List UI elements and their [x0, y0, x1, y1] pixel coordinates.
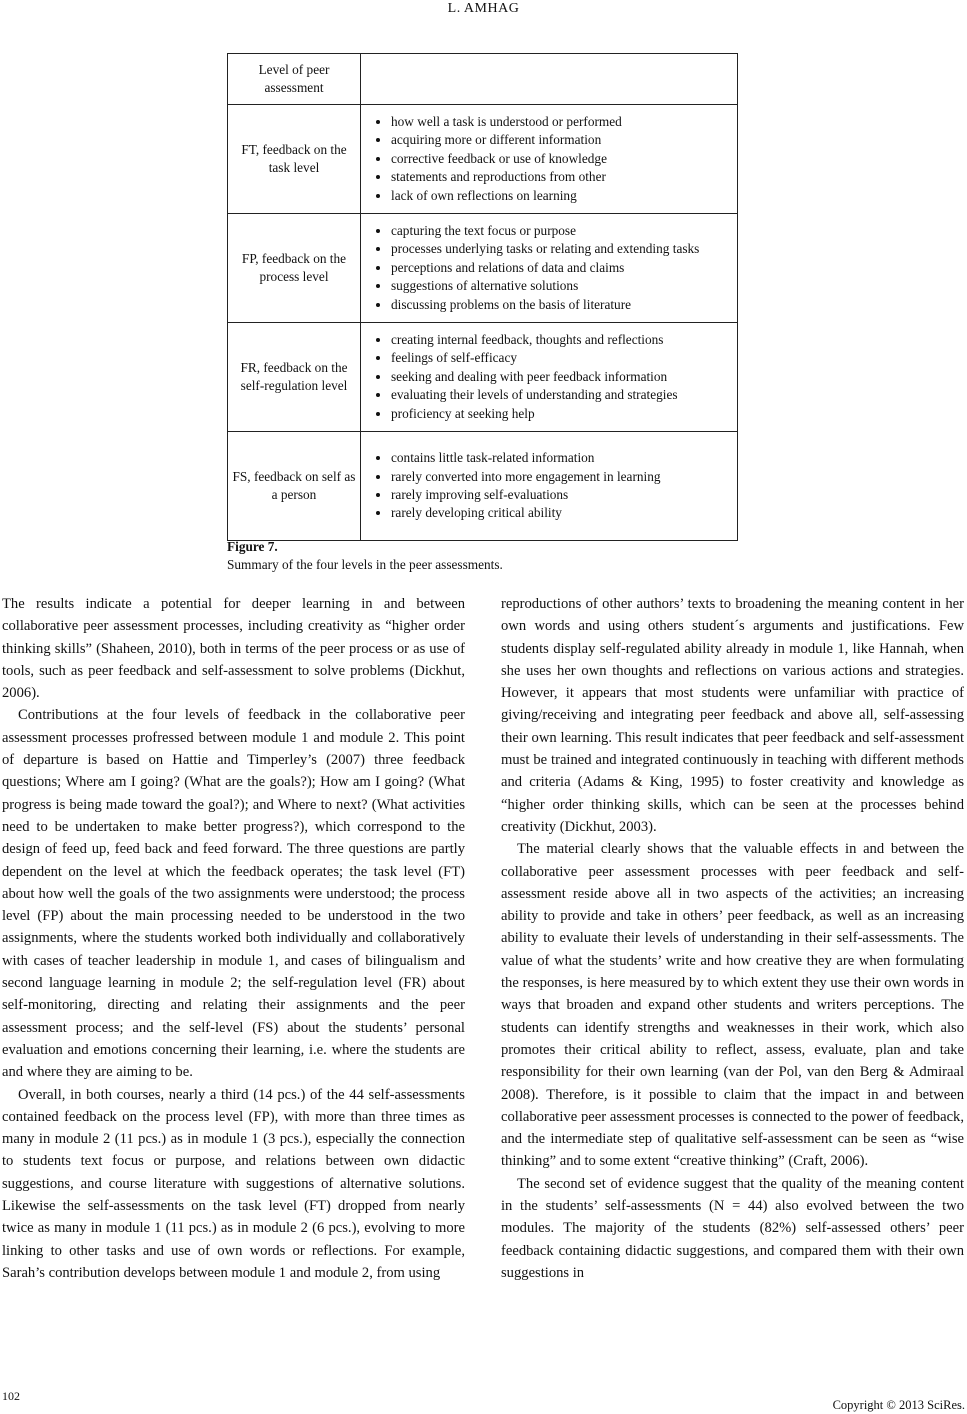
bullet-item: contains little task-related information [367, 449, 737, 467]
bullet-item: corrective feedback or use of knowledge [367, 150, 737, 168]
bullet-list-fs [367, 449, 737, 523]
bullet-list-ft [367, 113, 737, 205]
bullet-item: creating internal feedback, thoughts and reflections [367, 331, 737, 349]
bullet-item: acquiring more or different information [367, 131, 737, 149]
figure-caption-text: Summary of the four levels in the peer assessments. [227, 557, 503, 572]
table-header-cell: Level of peer assessment [228, 54, 361, 105]
table-row-fr [228, 323, 738, 432]
page-number: 102 [2, 1389, 20, 1403]
bullet-item: perceptions and relations of data and claims [367, 259, 737, 277]
running-head: L. AMHAG [447, 1, 520, 16]
figure-caption [227, 538, 827, 574]
bullet-item: rarely converted into more engagement in learning [367, 468, 737, 486]
bullet-item: feelings of self-efficacy [367, 349, 737, 367]
paragraph: reproductions of other authors’ texts to broadening the meaning content in her own words and using others student´s arguments and justifications. Few students display self-regulated ability already in module 1, like Hannah, when she uses her own thoughts and reflections on various actions and strategies. However, it appears that most students were unfamiliar with practice of giving/receiving and integrating peer feedback and above all, self-assessing their own learning. This result indicates that peer feedback and self-assessment must be trained and integrated continuously in teaching with different methods and criteria (Adams & King, 1995) to foster creativity and knowledge as “higher order thinking skills, which can be seen at the processes behind creativity (Dickhut, 2003). [501, 596, 964, 835]
paragraph: The second set of evidence suggest that the quality of the meaning content in the students’ self-assessments (N = 44) also evolved between the two modules. The majority of the students (82%) self-assessed others’ peer feedback containing didactic suggestions, and compared them with their own suggestions in [501, 1175, 964, 1281]
paragraph: The material clearly shows that the valuable effects in and between the collaborative peer assessment processes with peer feedback and self-assessment reside above all in two aspects of the activities; an increasing ability to provide and take in others’ peer feedback, as well as an increasing ability to evaluate their levels of understanding in their self-assessments. The value of what the students’ write and how creative they are when formulating the responses, is here measured by to which extent they use their own words in ways that broaden and expand other students and writers perceptions. The students can identify strengths and weaknesses in their work, which also promotes their critical ability to reflect, assess, evaluate, plan and take responsibility for their own learning (van der Pol, van den Berg & Admiraal 2008). Therefore, is it possible to claim that the impact in and between collaborative peer assessment processes is connected to the power of feedback, and the intermediate step of qualitative self-assessment can be seen as “wise thinking” and to some extent “creative thinking” (Craft, 2006). [501, 841, 964, 1170]
bullet-list-fr [367, 331, 737, 423]
points-cell-fs [361, 432, 738, 541]
left-column [2, 593, 465, 1284]
bullet-item: seeking and dealing with peer feedback information [367, 368, 737, 386]
level-label-ft: FT, feedback on the task level [228, 105, 361, 214]
bullet-item: processes underlying tasks or relating and extending tasks [367, 240, 737, 258]
points-cell-fr [361, 323, 738, 432]
paragraph: Contributions at the four levels of feedback in the collaborative peer assessment processes profressed between module 1 and module 2. This point of departure is based on Hattie and Timperley’s (2007) three feedback questions; Where am I going? (What are the goals?); How am I going? (What progress is being made toward the goal?); and Where to next? (What activities need to be undertaken to make better progress?), which correspond to the design of feed up, feed back and feed forward. The three questions are partly dependent on the level at which the feedback operates; the task level (FT) about how well the goals of the two assignments were understood; the process level (FP) about the main processing needed to be understood in the two assignments, where the students worked both individually and collaboratively with cases of teacher leadership in module 1, and cases of bilingualism and second language learning in module 2; the self-regulation level (FR) about self-monitoring, directing and relating their assignments and the peer assessment process; and the self-level (FS) about the students’ personal evaluation and emotions concerning their learning, i.e. where the students are and where they are aiming to be. [2, 707, 465, 1081]
table-header-empty-cell [361, 54, 738, 105]
points-cell-ft [361, 105, 738, 214]
level-label-fs: FS, feedback on self as a person [228, 432, 361, 541]
table-header-row [228, 54, 738, 105]
level-label-fp: FP, feedback on the process level [228, 214, 361, 323]
bullet-item: evaluating their levels of understanding and strategies [367, 386, 737, 404]
table-row-fs [228, 432, 738, 541]
bullet-list-fp [367, 222, 737, 314]
level-label-fr: FR, feedback on the self-regulation level [228, 323, 361, 432]
bullet-item: lack of own reflections on learning [367, 187, 737, 205]
bullet-item: capturing the text focus or purpose [367, 222, 737, 240]
bullet-item: discussing problems on the basis of literature [367, 296, 737, 314]
copyright-notice: Copyright © 2013 SciRes. [832, 1398, 965, 1412]
bullet-item: suggestions of alternative solutions [367, 277, 737, 295]
bullet-item: rarely improving self-evaluations [367, 486, 737, 504]
right-column [501, 593, 964, 1284]
bullet-item: how well a task is understood or performed [367, 113, 737, 131]
points-cell-fp [361, 214, 738, 323]
feedback-levels-table [227, 53, 738, 541]
table-row-ft [228, 105, 738, 214]
paragraph: The results indicate a potential for deeper learning in and between collaborative peer assessment processes, including creativity as “higher order thinking skills” (Shaheen, 2010), both in terms of the peer process or as use of tools, such as peer feedback and self-assessment to solve problems (Dickhut, 2006). [2, 596, 465, 702]
figure-label: Figure 7. [227, 539, 278, 554]
bullet-item: rarely developing critical ability [367, 504, 737, 522]
bullet-item: proficiency at seeking help [367, 405, 737, 423]
table-row-fp [228, 214, 738, 323]
bullet-item: statements and reproductions from other [367, 168, 737, 186]
paragraph: Overall, in both courses, nearly a third (14 pcs.) of the 44 self-assessments contained feedback on the process level (FP), with more than three times as many in module 2 (11 pcs.) as in module 1 (3 pcs.), especially the connection to students text focus or purpose, and relations between own didactic suggestions, and course literature with suggestions of alternative solutions. Likewise the self-assessments on the task level (FT) dropped from nearly twice as many in module 1 (11 pcs.) as in module 2 (6 pcs.), evolving to more linking to other tasks and use of own words or reflections. For example, Sarah’s contribution develops between module 1 and module 2, from using [2, 1086, 465, 1281]
